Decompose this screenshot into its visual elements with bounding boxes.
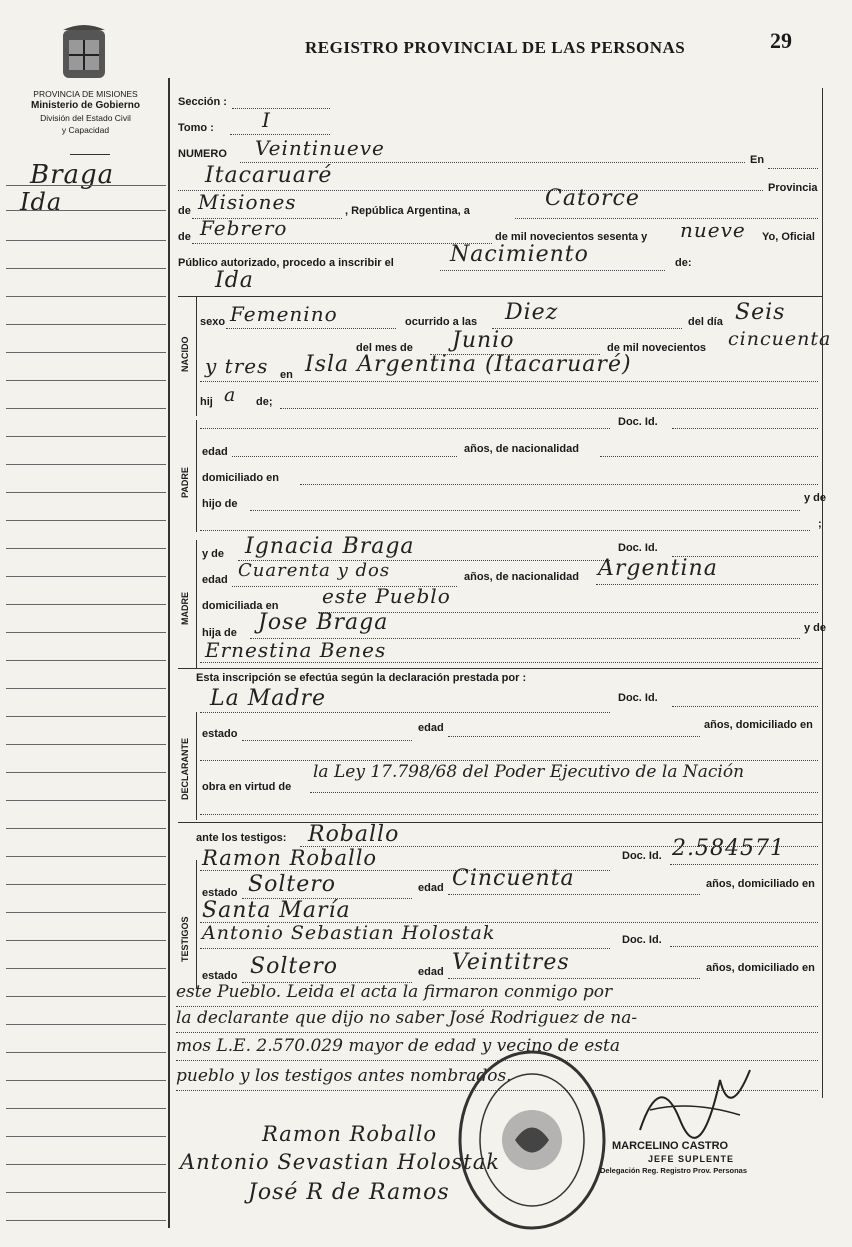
observations-line-1: este Pueblo. Leida el acta la firmaron conmigo por bbox=[176, 982, 613, 1002]
madre-hija-label: hija de bbox=[202, 627, 237, 639]
observations-line-3: mos L.E. 2.570.029 mayor de edad y vecino de esta bbox=[176, 1036, 620, 1056]
official-seal-icon bbox=[455, 1045, 610, 1235]
official-name: MARCELINO CASTRO bbox=[612, 1140, 729, 1152]
madre-yde2-label: y de bbox=[804, 622, 827, 634]
testigo2-doc-label: Doc. Id. bbox=[622, 934, 662, 946]
declarante-edad-label: edad bbox=[418, 722, 444, 734]
official-signature-icon bbox=[630, 1060, 760, 1140]
testigo1-estado-value: Soltero bbox=[248, 872, 336, 897]
padre-edad-label: edad bbox=[202, 446, 228, 458]
coat-of-arms-icon bbox=[55, 22, 113, 84]
observations-line-4: pueblo y los testigos antes nombrados. bbox=[176, 1066, 512, 1086]
person-value: Ida bbox=[215, 268, 254, 293]
testigos-ante-label: ante los testigos: bbox=[196, 832, 287, 844]
madre-hija-value: Jose Braga bbox=[258, 610, 389, 635]
signature-holostak: Antonio Sevastian Holostak bbox=[180, 1150, 500, 1174]
declarante-obra-value: la Ley 17.798/68 del Poder Ejecutivo de la Nación bbox=[313, 762, 745, 782]
official-title: JEFE SUPLENTE bbox=[648, 1154, 735, 1164]
official-office: Delegación Reg. Registro Prov. Personas bbox=[600, 1166, 747, 1175]
nacido-doc-label: Doc. Id. bbox=[618, 416, 658, 428]
testigo1-anios-label: años, domiciliado en bbox=[706, 878, 815, 890]
testigo2-edad-label: edad bbox=[418, 966, 444, 978]
numero-label: NUMERO bbox=[178, 148, 227, 160]
testigo1-name-2: Ramon Roballo bbox=[202, 846, 378, 870]
padre-dom-label: domiciliado en bbox=[202, 472, 280, 484]
madre-section-label: MADRE bbox=[180, 592, 190, 625]
anio-label: de mil novecientos bbox=[607, 342, 707, 354]
madre-doc-label: Doc. Id. bbox=[618, 542, 658, 554]
declarante-por-value: La Madre bbox=[210, 686, 326, 711]
signature-ramos: José R de Ramos bbox=[248, 1180, 450, 1205]
month-value: Febrero bbox=[200, 216, 288, 240]
republica-label: , República Argentina, a bbox=[345, 205, 470, 217]
padre-nac-label: años, de nacionalidad bbox=[464, 443, 579, 455]
testigo1-doc-value: 2.584571 bbox=[672, 836, 785, 861]
testigo1-edad-value: Cincuenta bbox=[452, 866, 575, 891]
testigo1-doc-label: Doc. Id. bbox=[622, 850, 662, 862]
madre-yde-label: y de bbox=[202, 548, 225, 560]
de-label-2: de bbox=[178, 231, 191, 243]
page-number: 29 bbox=[770, 28, 792, 53]
madre-name-value: Ignacia Braga bbox=[245, 534, 415, 559]
place-value: Itacaruaré bbox=[205, 163, 333, 188]
publico-label: Público autorizado, procedo a inscribir el bbox=[178, 257, 394, 269]
madre-dom-value: este Pueblo bbox=[322, 584, 451, 608]
declarante-anios-label: años, domiciliado en bbox=[704, 719, 813, 731]
declarante-obra-label: obra en virtud de bbox=[202, 781, 292, 793]
provincia-label: Provincia bbox=[768, 182, 818, 194]
org-header bbox=[8, 88, 163, 136]
madre-nac-value: Argentina bbox=[598, 556, 718, 581]
testigo2-estado-label: estado bbox=[202, 970, 238, 982]
madre-edad-label: edad bbox=[202, 574, 228, 586]
mes-label: del mes de bbox=[356, 342, 413, 354]
act-value: Nacimiento bbox=[450, 242, 589, 267]
margin-name: Ida bbox=[20, 188, 63, 216]
padre-hijo-label: hijo de bbox=[202, 498, 238, 510]
testigo1-edad-label: edad bbox=[418, 882, 444, 894]
org-line-division: División del Estado Civil bbox=[40, 113, 131, 123]
declarante-section-label: DECLARANTE bbox=[180, 738, 190, 800]
de-label-1: de bbox=[178, 205, 191, 217]
testigo2-anios-label: años, domiciliado en bbox=[706, 962, 815, 974]
oficial-label: Yo, Oficial bbox=[762, 231, 815, 243]
anio-value-2: y tres bbox=[205, 354, 269, 378]
testigo2-name: Antonio Sebastian Holostak bbox=[202, 922, 496, 944]
sexo-value: Femenino bbox=[230, 302, 338, 326]
year-label: de mil novecientos sesenta y bbox=[495, 231, 648, 243]
en-label-nacido: en bbox=[280, 369, 293, 381]
org-line-capacity: y Capacidad bbox=[61, 125, 110, 135]
testigo2-edad-value: Veintitres bbox=[452, 950, 570, 975]
padre-semicolon: ; bbox=[818, 518, 822, 530]
testigo2-estado-value: Soltero bbox=[250, 954, 338, 979]
declarante-intro: Esta inscripción se efectúa según la declaración prestada por : bbox=[196, 672, 527, 684]
org-line-ministry: Ministerio de Gobierno bbox=[31, 100, 140, 111]
dia-value: Seis bbox=[735, 300, 786, 325]
mes-value: Junio bbox=[452, 328, 515, 353]
padre-yde-label: y de bbox=[804, 492, 827, 504]
tomo-label: Tomo : bbox=[178, 122, 214, 134]
madre-nac-label: años, de nacionalidad bbox=[464, 571, 579, 583]
hour-value: Diez bbox=[505, 300, 559, 325]
testigo1-estado-label: estado bbox=[202, 887, 238, 899]
org-line-province: PROVINCIA DE MISIONES bbox=[33, 89, 138, 99]
testigos-section-label: TESTIGOS bbox=[180, 916, 190, 962]
testigo1-dom-value: Santa María bbox=[202, 898, 351, 923]
de-label-3: de: bbox=[675, 257, 692, 269]
declarante-doc-label: Doc. Id. bbox=[618, 692, 658, 704]
dia-label: del día bbox=[688, 316, 723, 328]
madre-edad-value: Cuarenta y dos bbox=[238, 560, 391, 581]
madre-mother2-value: Ernestina Benes bbox=[205, 638, 387, 662]
testigo1-name-1: Roballo bbox=[308, 822, 400, 847]
province-value: Misiones bbox=[198, 190, 297, 214]
day-value: Catorce bbox=[545, 186, 640, 211]
year-value: nueve bbox=[680, 218, 746, 242]
seccion-label: Sección : bbox=[178, 96, 227, 108]
hij-de-label: de; bbox=[256, 396, 273, 408]
declarante-estado-label: estado bbox=[202, 728, 238, 740]
nacido-section-label: NACIDO bbox=[180, 336, 190, 372]
numero-value: Veintinueve bbox=[255, 136, 385, 160]
padre-section-label: PADRE bbox=[180, 467, 190, 498]
madre-dom-label: domiciliada en bbox=[202, 600, 279, 612]
lugar-value: Isla Argentina (Itacaruaré) bbox=[305, 352, 632, 377]
observations-line-2: la declarante que dijo no saber José Rodriguez de na- bbox=[176, 1008, 638, 1028]
tomo-value: I bbox=[262, 108, 271, 132]
en-label: En bbox=[750, 154, 765, 166]
hij-value: a bbox=[224, 384, 237, 406]
anio-value: cincuenta bbox=[728, 328, 832, 350]
signature-roballo: Ramon Roballo bbox=[262, 1122, 438, 1146]
margin-surname: Braga bbox=[30, 160, 115, 190]
ocurrido-label: ocurrido a las bbox=[405, 316, 478, 328]
page-title: REGISTRO PROVINCIAL DE LAS PERSONAS bbox=[305, 38, 686, 57]
hij-label: hij bbox=[200, 396, 213, 408]
sexo-label: sexo bbox=[200, 316, 226, 328]
